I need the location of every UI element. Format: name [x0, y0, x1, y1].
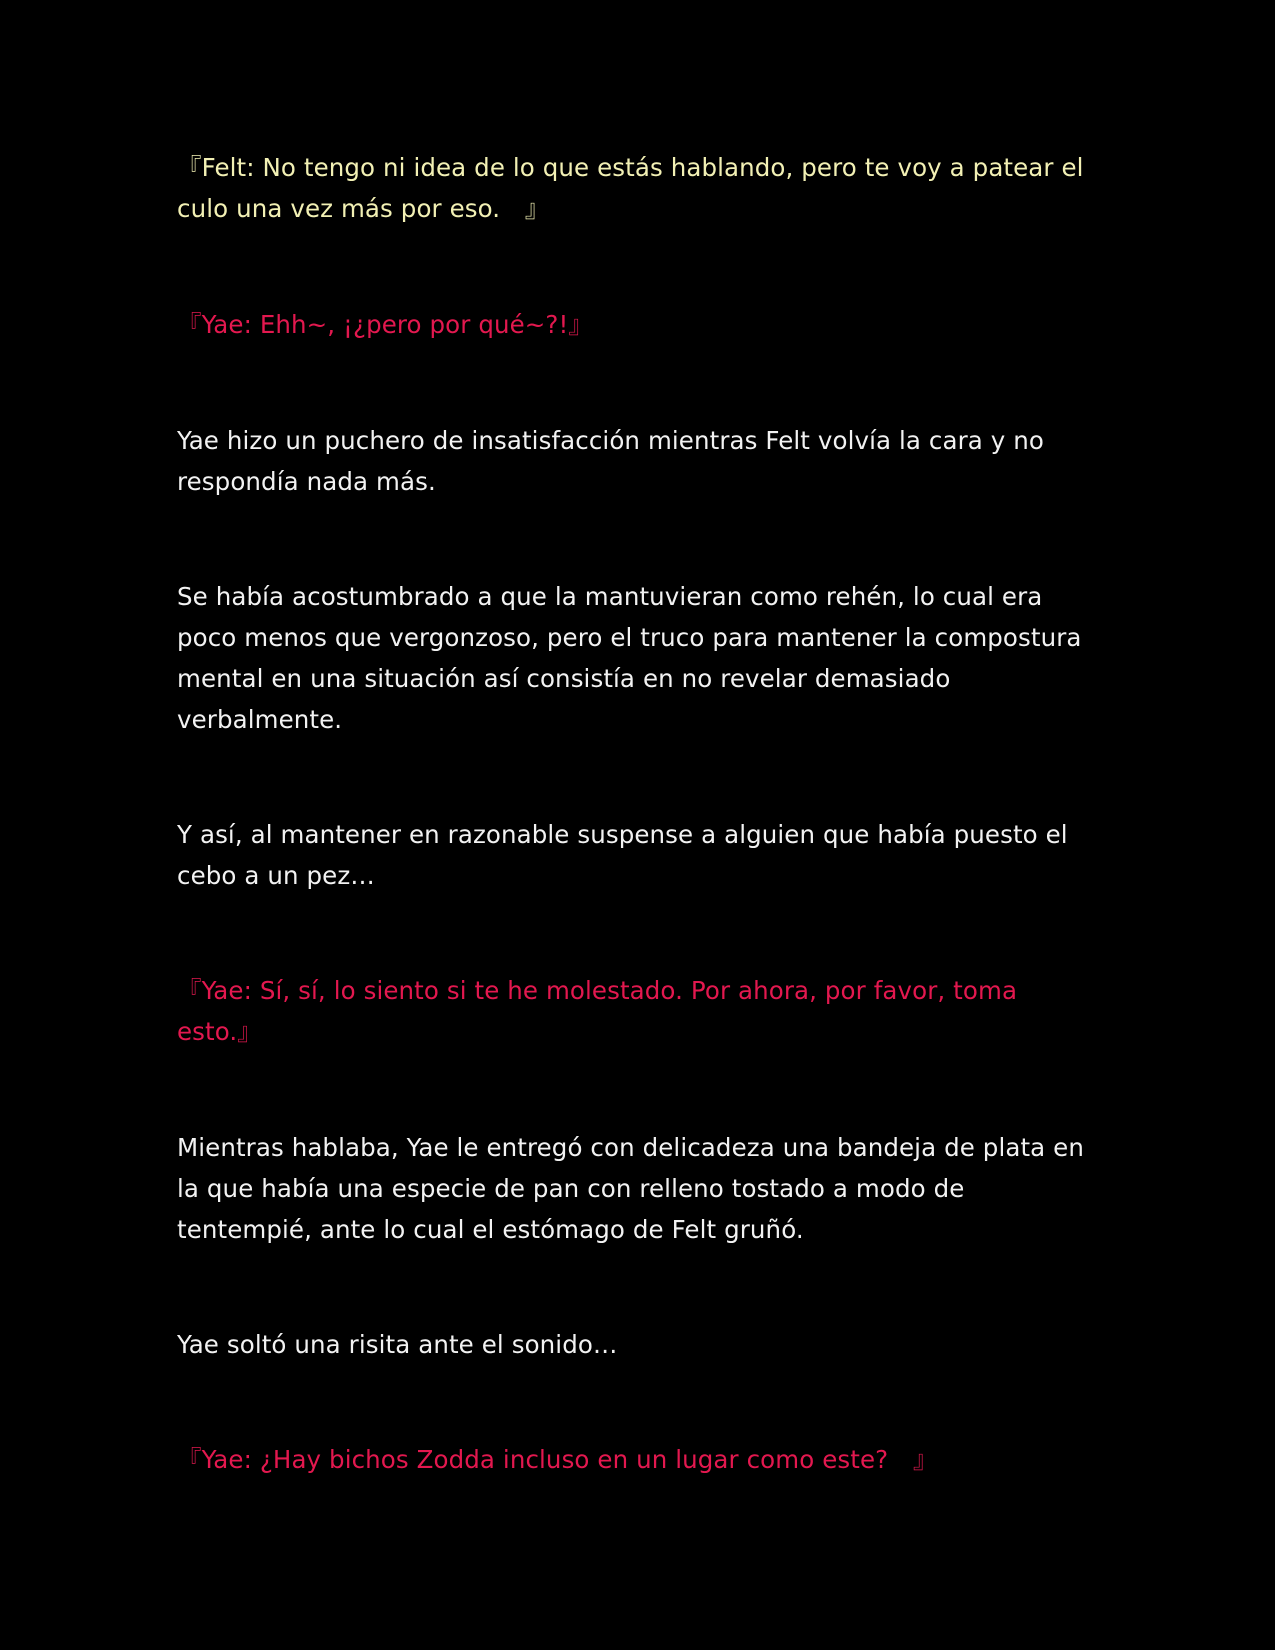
- dialogue-yae-2: 『Yae: Sí, sí, lo siento si te he molestado. Por ahora, por favor, toma esto.』: [177, 976, 1018, 1046]
- narration-paragraph-5: Yae soltó una risita ante el sonido…: [177, 1330, 618, 1359]
- dialogue-felt-1: 『Felt: No tengo ni idea de lo que estás hablando, pero te voy a patear el culo una vez más por eso. 』: [177, 153, 1084, 223]
- dialogue-yae-1: 『Yae: Ehh~, ¡¿pero por qué~?!』: [177, 310, 594, 339]
- narration-paragraph-2: Se había acostumbrado a que la mantuvieran como rehén, lo cual era poco menos que vergonzoso, pero el truco para mantener la compostura mental en una situación así consistía en no revelar demasiado verbalmente.: [177, 582, 1082, 734]
- dialogue-yae-3: 『Yae: ¿Hay bichos Zodda incluso en un lugar como este? 』: [177, 1445, 938, 1474]
- document-page: [177, 147, 1097, 1480]
- narration-paragraph-1: Yae hizo un puchero de insatisfacción mientras Felt volvía la cara y no respondía nada más.: [177, 426, 1044, 496]
- narration-paragraph-3: Y así, al mantener en razonable suspense a alguien que había puesto el cebo a un pez…: [177, 820, 1068, 890]
- narration-paragraph-4: Mientras hablaba, Yae le entregó con delicadeza una bandeja de plata en la que había una especie de pan con relleno tostado a modo de tentempié, ante lo cual el estómago de Felt gruñó.: [177, 1133, 1084, 1244]
